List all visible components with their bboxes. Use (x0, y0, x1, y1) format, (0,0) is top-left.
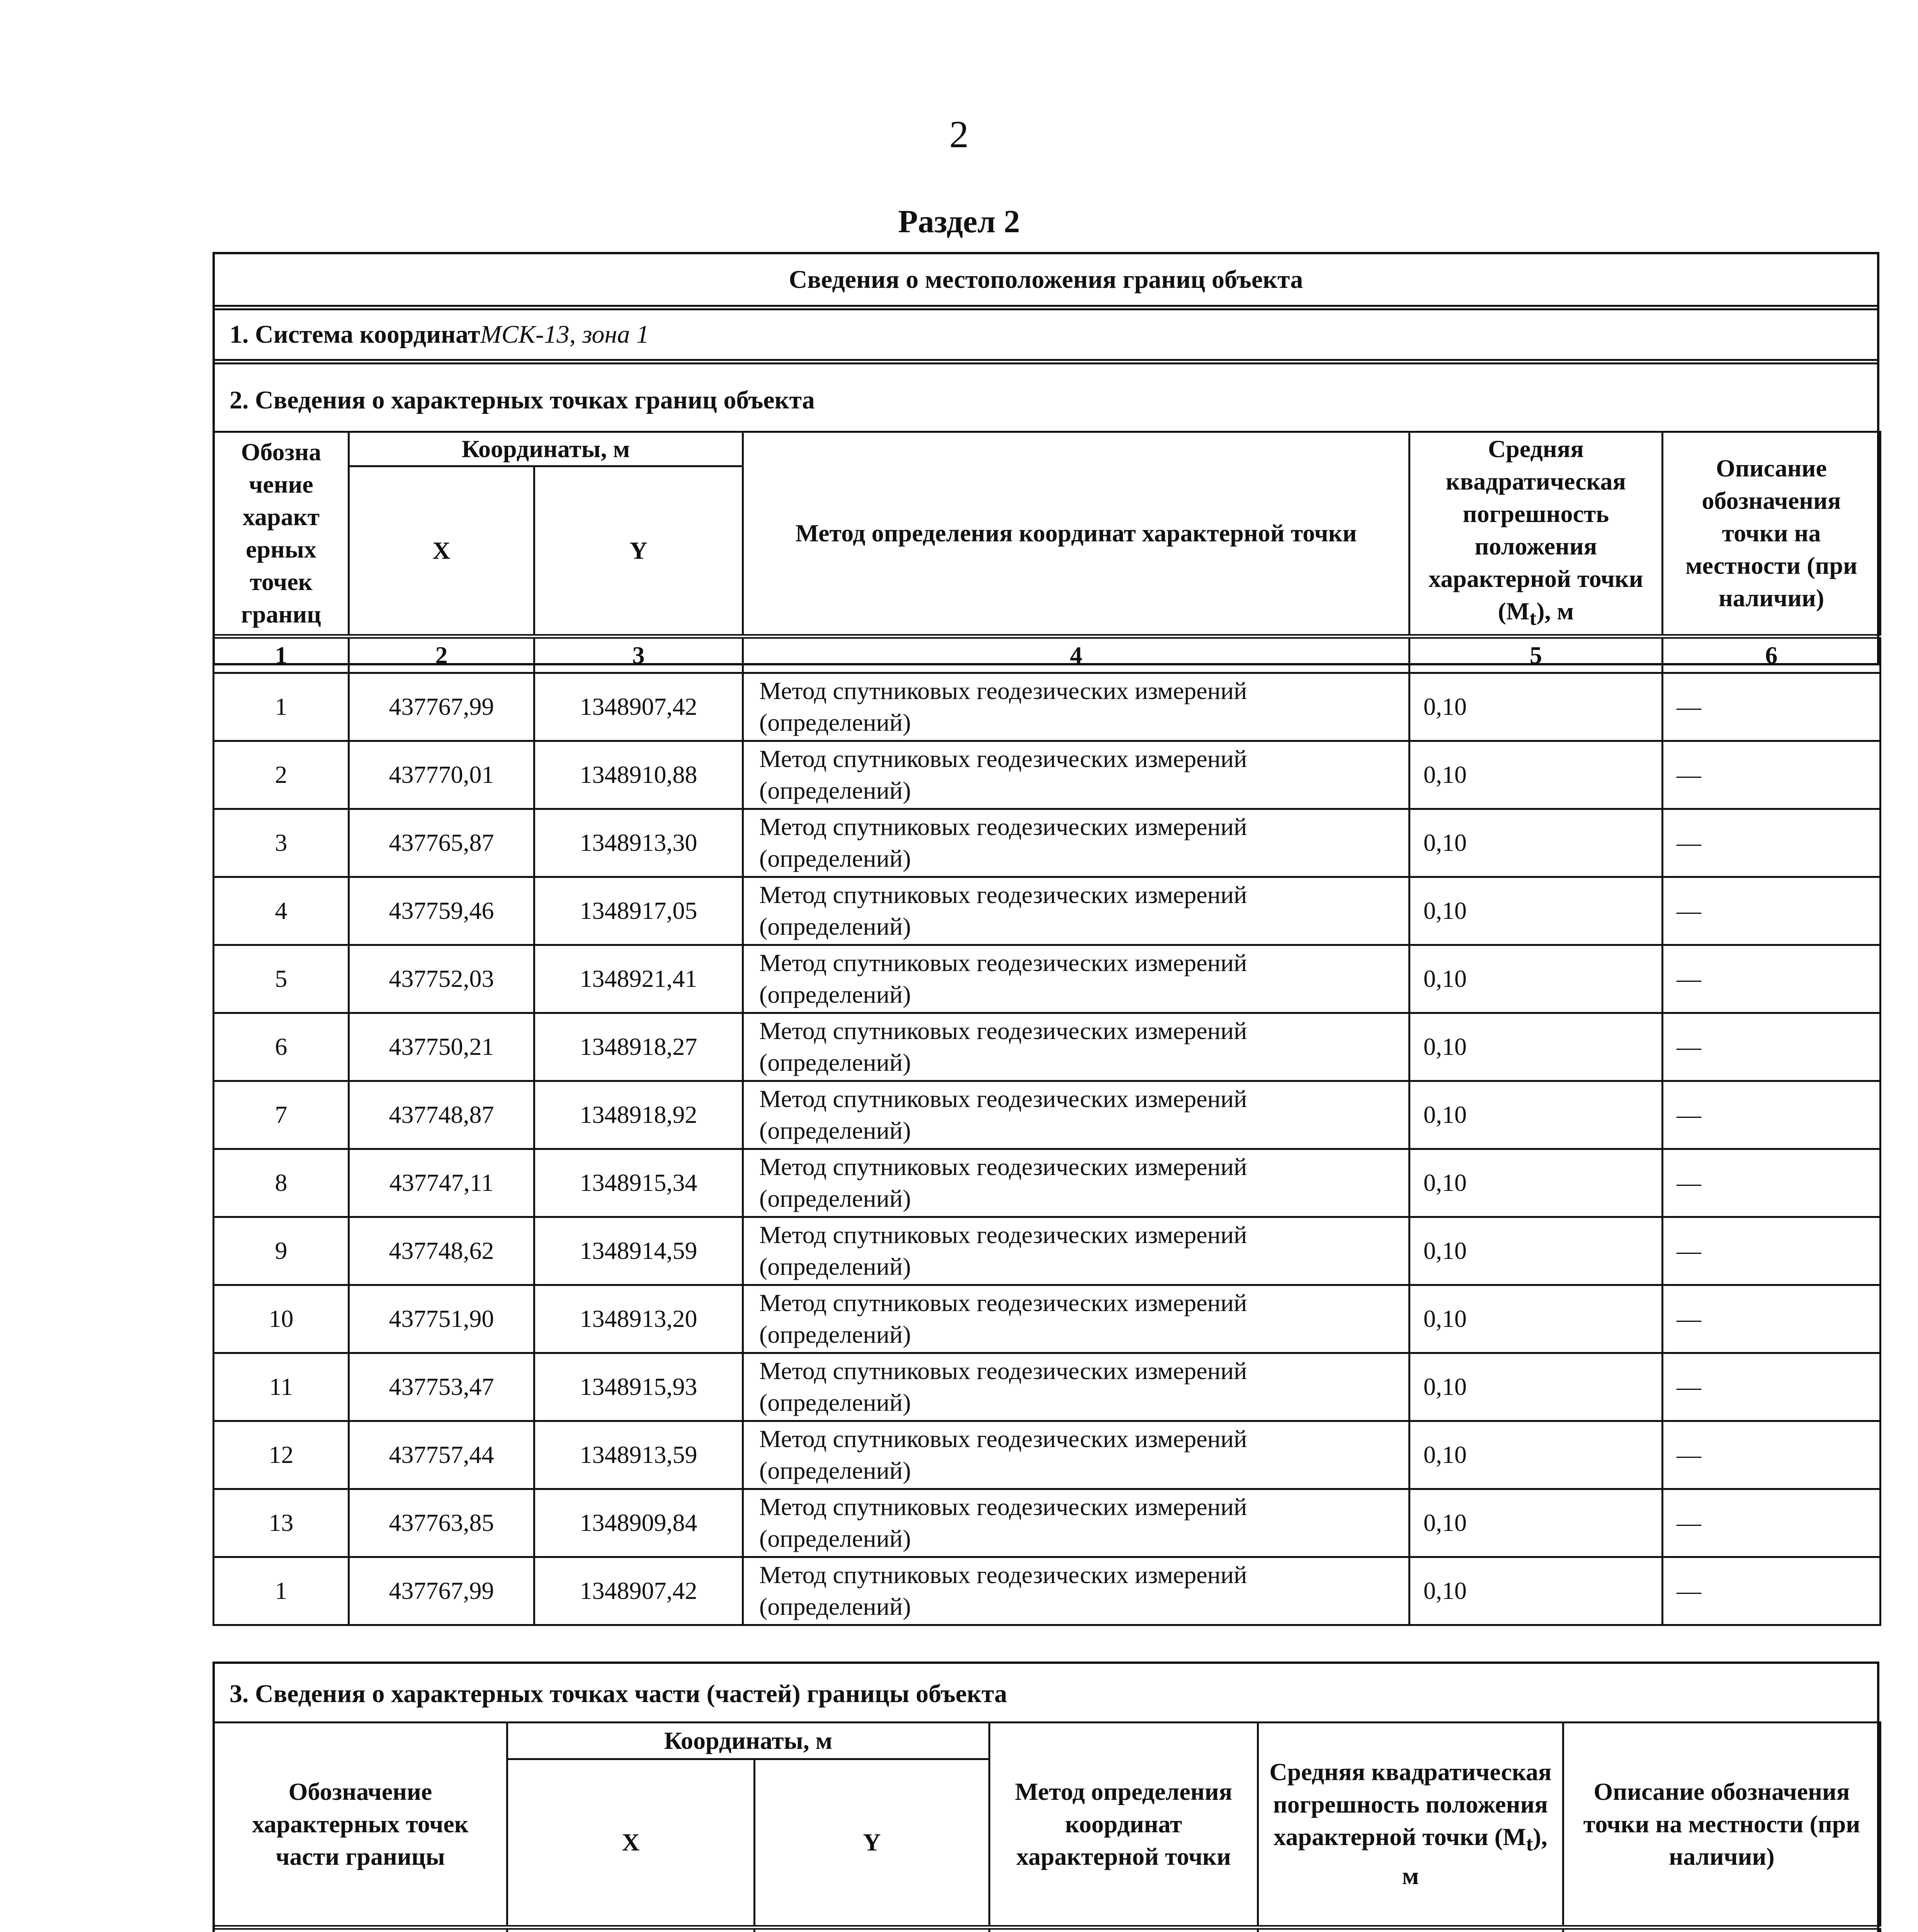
cell-error: 0,10 (1410, 945, 1663, 1013)
cell-method: Метод спутниковых геодезических измерений (определений) (743, 1285, 1410, 1353)
cell-x: 437752,03 (349, 945, 534, 1013)
cell-error: 0,10 (1410, 1557, 1663, 1625)
cell-y: 1348913,30 (534, 809, 743, 877)
cell-description: — (1663, 877, 1881, 945)
cell-method: Метод спутниковых геодезических измерений (определений) (743, 1557, 1410, 1625)
cell-y: 1348914,59 (534, 1217, 743, 1285)
col-number: 5 (1410, 636, 1663, 673)
cell-error: 0,10 (1410, 1353, 1663, 1421)
cell-error: 0,10 (1410, 673, 1663, 741)
table-row (214, 1421, 1881, 1489)
table-row (214, 877, 1881, 945)
cell-point: 13 (214, 1489, 349, 1557)
cell-error: 0,10 (1410, 1489, 1663, 1557)
col-number: 4 (743, 636, 1410, 673)
cell-y: 1348921,41 (534, 945, 743, 1013)
cell-method: Метод спутниковых геодезических измерений (определений) (743, 1149, 1410, 1217)
col-number (214, 1927, 507, 1932)
table-row (214, 809, 1881, 877)
cell-point: 2 (214, 741, 349, 809)
part-header-x: X (507, 1759, 755, 1927)
cell-y: 1348915,34 (534, 1149, 743, 1217)
header-point: Обозна чение характ ерных точек границ (214, 432, 349, 636)
table-row (214, 1285, 1881, 1353)
cell-description: — (1663, 1353, 1881, 1421)
cell-point: 4 (214, 877, 349, 945)
cell-x: 437763,85 (349, 1489, 534, 1557)
cell-description: — (1663, 1081, 1881, 1149)
boundary-points-table (213, 431, 1881, 1626)
part-points-table (213, 1721, 1881, 1932)
cell-method: Метод спутниковых геодезических измерений (определений) (743, 1081, 1410, 1149)
header-coords: Координаты, м (349, 432, 743, 466)
cell-x: 437759,46 (349, 877, 534, 945)
cell-point: 9 (214, 1217, 349, 1285)
cell-y: 1348918,27 (534, 1013, 743, 1081)
cell-description: — (1663, 741, 1881, 809)
cell-point: 10 (214, 1285, 349, 1353)
part-header-error: Средняя квадратическая погрешность положения характерной точки $(M_t)$, м (1258, 1723, 1563, 1927)
cell-description: — (1663, 1285, 1881, 1353)
header-method: Метод определения координат характерной точки (743, 432, 1410, 636)
cell-error: 0,10 (1410, 1081, 1663, 1149)
cell-description: — (1663, 809, 1881, 877)
cell-method: Метод спутниковых геодезических измерений (определений) (743, 1013, 1410, 1081)
cell-y: 1348917,05 (534, 877, 743, 945)
cell-description: — (1663, 1013, 1881, 1081)
cell-x: 437748,87 (349, 1081, 534, 1149)
cell-description: — (1663, 1557, 1881, 1625)
cell-error: 0,10 (1410, 741, 1663, 809)
cell-x: 437765,87 (349, 809, 534, 877)
cell-y: 1348913,20 (534, 1285, 743, 1353)
col-number: 3 (534, 636, 743, 673)
header-x: X (349, 466, 534, 636)
cell-x: 437747,11 (349, 1149, 534, 1217)
cell-y: 1348913,59 (534, 1421, 743, 1489)
cell-point: 3 (214, 809, 349, 877)
cell-method: Метод спутниковых геодезических измерений (определений) (743, 1353, 1410, 1421)
col-number (507, 1927, 755, 1932)
section-title: Раздел 2 (898, 204, 1020, 240)
cell-method: Метод спутниковых геодезических измерений (определений) (743, 945, 1410, 1013)
cell-error: 0,10 (1410, 1285, 1663, 1353)
cell-point: 8 (214, 1149, 349, 1217)
table-row (214, 741, 1881, 809)
cell-y: 1348918,92 (534, 1081, 743, 1149)
cell-x: 437748,62 (349, 1217, 534, 1285)
coord-system-value: МСК-13, зона 1 (480, 320, 649, 349)
header-error: Средняя квадратическая погрешность положения характерной точки $(M_t)$, м (1410, 432, 1663, 636)
cell-x: 437770,01 (349, 741, 534, 809)
table-row (214, 1557, 1881, 1625)
cell-description: — (1663, 945, 1881, 1013)
cell-point: 1 (214, 673, 349, 741)
part-header-method: Метод определения координат характерной точки (990, 1723, 1258, 1927)
page-number: 2 (949, 113, 969, 156)
section1-title: Сведения о местоположения границ объекта (215, 254, 1877, 310)
cell-point: 1 (214, 1557, 349, 1625)
cell-error: 0,10 (1410, 1149, 1663, 1217)
cell-method: Метод спутниковых геодезических измерений (определений) (743, 1489, 1410, 1557)
cell-y: 1348910,88 (534, 741, 743, 809)
cell-error: 0,10 (1410, 877, 1663, 945)
cell-y: 1348907,42 (534, 673, 743, 741)
cell-x: 437757,44 (349, 1421, 534, 1489)
cell-y: 1348909,84 (534, 1489, 743, 1557)
col-number (990, 1927, 1258, 1932)
cell-method: Метод спутниковых геодезических измерений (определений) (743, 809, 1410, 877)
table-row (214, 1489, 1881, 1557)
cell-description: — (1663, 1421, 1881, 1489)
part-header-description: Описание обозначения точки на местности (при наличии) (1563, 1723, 1881, 1927)
cell-error: 0,10 (1410, 809, 1663, 877)
table-row (214, 1081, 1881, 1149)
cell-point: 5 (214, 945, 349, 1013)
cell-x: 437767,99 (349, 1557, 534, 1625)
cell-method: Метод спутниковых геодезических измерений (определений) (743, 741, 1410, 809)
cell-x: 437751,90 (349, 1285, 534, 1353)
col-number: 1 (214, 636, 349, 673)
col-number (1563, 1927, 1881, 1932)
cell-description: — (1663, 1489, 1881, 1557)
col-number (1258, 1927, 1563, 1932)
cell-y: 1348907,42 (534, 1557, 743, 1625)
col-number: 6 (1663, 636, 1881, 673)
cell-point: 7 (214, 1081, 349, 1149)
cell-error: 0,10 (1410, 1421, 1663, 1489)
header-y: Y (534, 466, 743, 636)
cell-method: Метод спутниковых геодезических измерений (определений) (743, 1217, 1410, 1285)
col-number (755, 1927, 990, 1932)
table-row (214, 945, 1881, 1013)
cell-method: Метод спутниковых геодезических измерений (определений) (743, 877, 1410, 945)
part-header-point: Обозначение характерных точек части границы (214, 1723, 507, 1927)
cell-error: 0,10 (1410, 1217, 1663, 1285)
points-title: 2. Сведения о характерных точках границ объекта (230, 386, 815, 414)
cell-x: 437750,21 (349, 1013, 534, 1081)
col-number: 2 (349, 636, 534, 673)
cell-method: Метод спутниковых геодезических измерений (определений) (743, 1421, 1410, 1489)
header-description: Описание обозначения точки на местности (при наличии) (1663, 432, 1881, 636)
part-header-coords: Координаты, м (507, 1723, 990, 1759)
coord-system-label: 1. Система координат (230, 320, 480, 349)
cell-x: 437767,99 (349, 673, 534, 741)
cell-description: — (1663, 1217, 1881, 1285)
cell-point: 11 (214, 1353, 349, 1421)
table-row (214, 1353, 1881, 1421)
cell-point: 6 (214, 1013, 349, 1081)
part-header-y: Y (755, 1759, 990, 1927)
table-row (214, 1217, 1881, 1285)
cell-description: — (1663, 673, 1881, 741)
points-table-body (214, 673, 1881, 1625)
cell-error: 0,10 (1410, 1013, 1663, 1081)
cell-y: 1348915,93 (534, 1353, 743, 1421)
cell-method: Метод спутниковых геодезических измерений (определений) (743, 673, 1410, 741)
coord-system-row (215, 310, 1877, 364)
section3-title: 3. Сведения о характерных точках части (частей) границы объекта (230, 1679, 1007, 1708)
cell-x: 437753,47 (349, 1353, 534, 1421)
table-row (214, 1013, 1881, 1081)
table-row (214, 673, 1881, 741)
cell-point: 12 (214, 1421, 349, 1489)
cell-description: — (1663, 1149, 1881, 1217)
table-row (214, 1149, 1881, 1217)
